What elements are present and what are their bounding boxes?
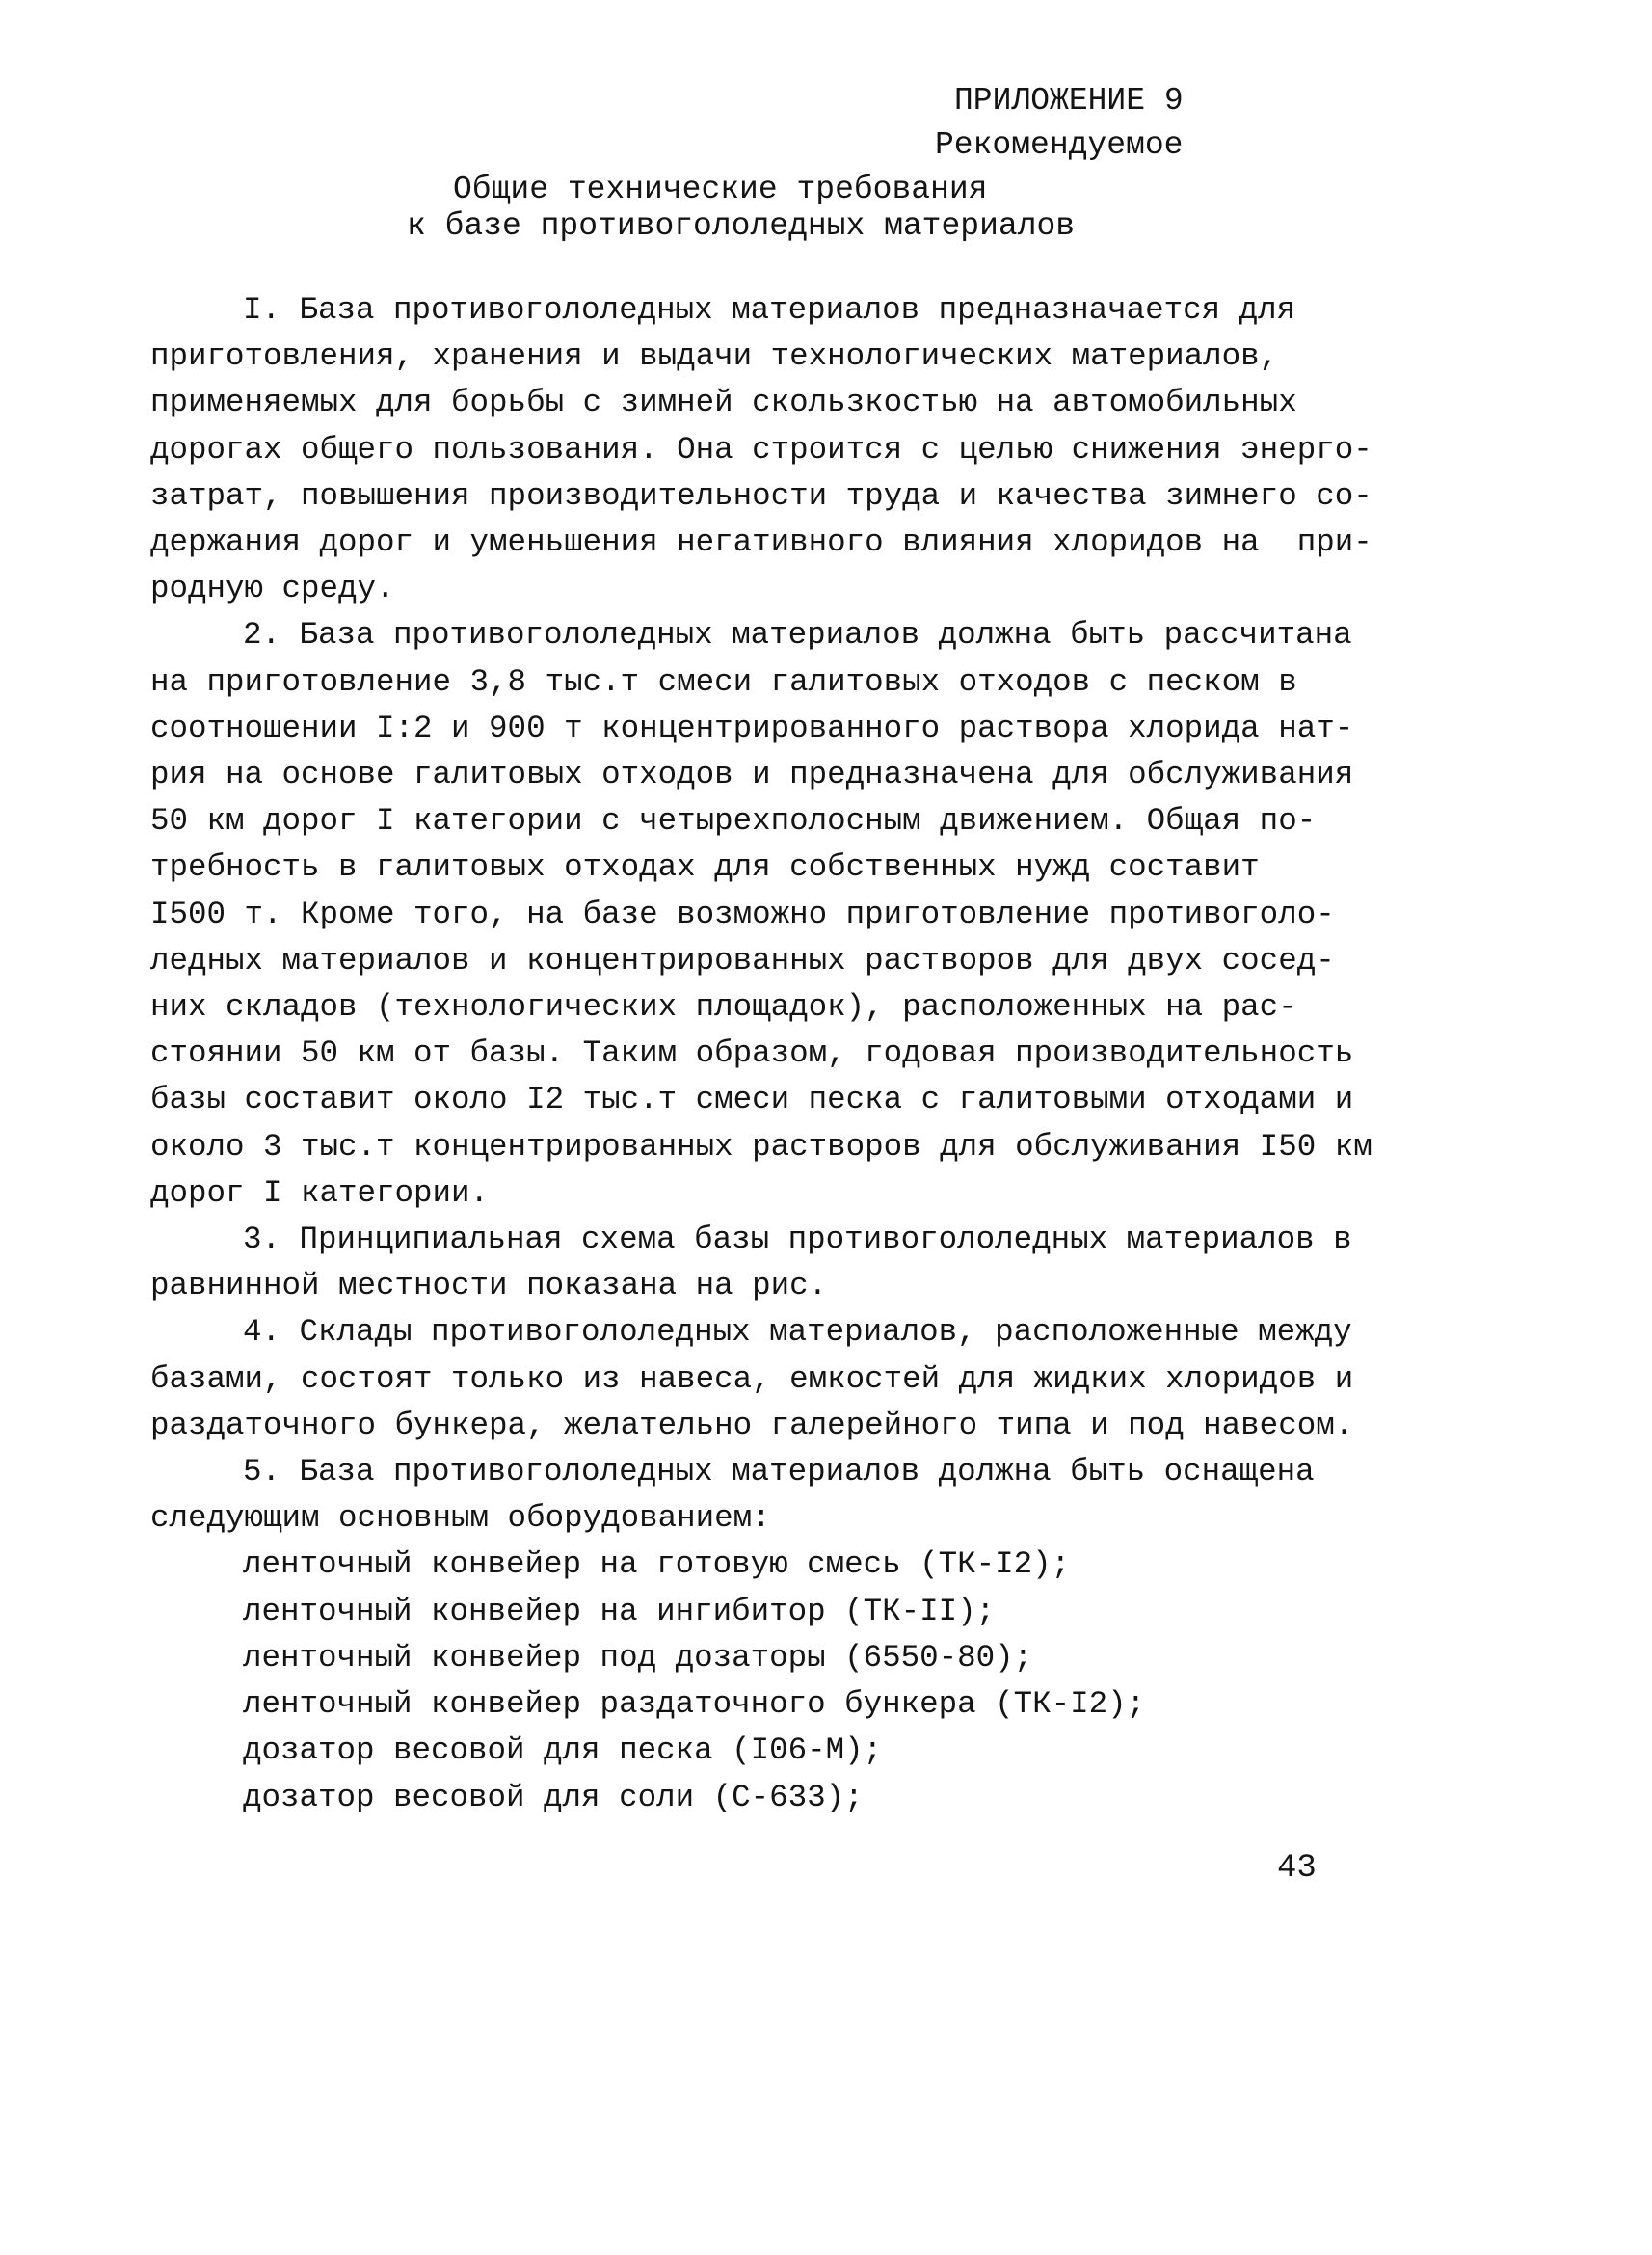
text-line: затрат, повышения производительности труда и качества зимнего со-: [150, 477, 1372, 514]
document-title: [347, 172, 1214, 245]
text-line: дорогах общего пользования. Она строится с целью снижения энерго-: [150, 431, 1372, 468]
text-line: стоянии 50 км от базы. Таким образом, годовая производительность: [150, 1035, 1354, 1072]
text-line: родную среду.: [150, 571, 395, 607]
text-line: раздаточного бункера, желательно галерейного типа и под навесом.: [150, 1407, 1354, 1443]
title-line-2: к базе противогололедных материалов: [407, 208, 1076, 244]
paragraph-4: [150, 1309, 1384, 1449]
title-line-1: Общие технические требования: [453, 172, 988, 207]
text-line: 50 км дорог I категории с четырехполосным движением. Общая по-: [150, 803, 1317, 840]
equipment-list: [150, 1542, 1384, 1820]
appendix-status: Рекомендуемое: [935, 127, 1184, 163]
text-line: требность в галитовых отходах для собственных нужд составит: [150, 849, 1260, 886]
text-line: следующим основным оборудованием:: [150, 1500, 771, 1537]
list-item: ленточный конвейер на готовую смесь (ТК-I2);: [243, 1546, 1071, 1583]
appendix-label: ПРИЛОЖЕНИЕ 9: [954, 83, 1184, 119]
paragraph-2: [150, 612, 1384, 1217]
paragraph-1: [150, 287, 1384, 612]
list-item: ленточный конвейер под дозаторы (6550-80);: [243, 1639, 1033, 1676]
text-line: базами, состоят только из навеса, емкостей для жидких хлоридов и: [150, 1360, 1354, 1397]
list-item: дозатор весовой для песка (I06-М);: [243, 1732, 883, 1769]
body-text: [150, 287, 1384, 1821]
text-line: держания дорог и уменьшения негативного влияния хлоридов на при-: [150, 524, 1372, 561]
page-number: 43: [1277, 1850, 1317, 1887]
text-line: них складов (технологических площадок), расположенных на рас-: [150, 989, 1297, 1026]
text-line: соотношении I:2 и 900 т концентрированного раствора хлорида нат-: [150, 710, 1354, 746]
text-line: базы составит около I2 тыс.т смеси песка с галитовыми отходами и: [150, 1082, 1354, 1118]
paragraph-3: [150, 1217, 1384, 1309]
text-line: приготовления, хранения и выдачи технологических материалов,: [150, 338, 1279, 375]
text-line: I500 т. Кроме того, на базе возможно приготовление противоголо-: [150, 896, 1335, 932]
text-line: на приготовление 3,8 тыс.т смеси галитовых отходов с песком в: [150, 663, 1297, 700]
text-line: 3. Принципиальная схема базы противогололедных материалов в: [243, 1221, 1352, 1258]
text-line: рия на основе галитовых отходов и предназначена для обслуживания: [150, 757, 1354, 793]
list-item: ленточный конвейер на ингибитор (ТК-II);: [243, 1593, 996, 1629]
text-line: 4. Склады противогололедных материалов, расположенные между: [243, 1314, 1352, 1351]
text-line: 2. База противогололедных материалов должна быть рассчитана: [243, 617, 1352, 654]
text-line: дорог I категории.: [150, 1174, 490, 1211]
text-line: около 3 тыс.т концентрированных растворов для обслуживания I50 км: [150, 1128, 1372, 1165]
list-item: ленточный конвейер раздаточного бункера (ТК-I2);: [243, 1686, 1146, 1723]
list-item: дозатор весовой для соли (С-633);: [243, 1779, 864, 1815]
paragraph-5: [150, 1449, 1384, 1542]
text-line: I. База противогололедных материалов предназначается для: [243, 292, 1296, 328]
text-line: применяемых для борьбы с зимней скользкостью на автомобильных: [150, 385, 1297, 421]
text-line: 5. База противогололедных материалов должна быть оснащена: [243, 1454, 1315, 1490]
text-line: ледных материалов и концентрированных растворов для двух сосед-: [150, 942, 1335, 979]
appendix-header: [935, 79, 1359, 168]
text-line: равнинной местности показана на рис.: [150, 1268, 828, 1304]
